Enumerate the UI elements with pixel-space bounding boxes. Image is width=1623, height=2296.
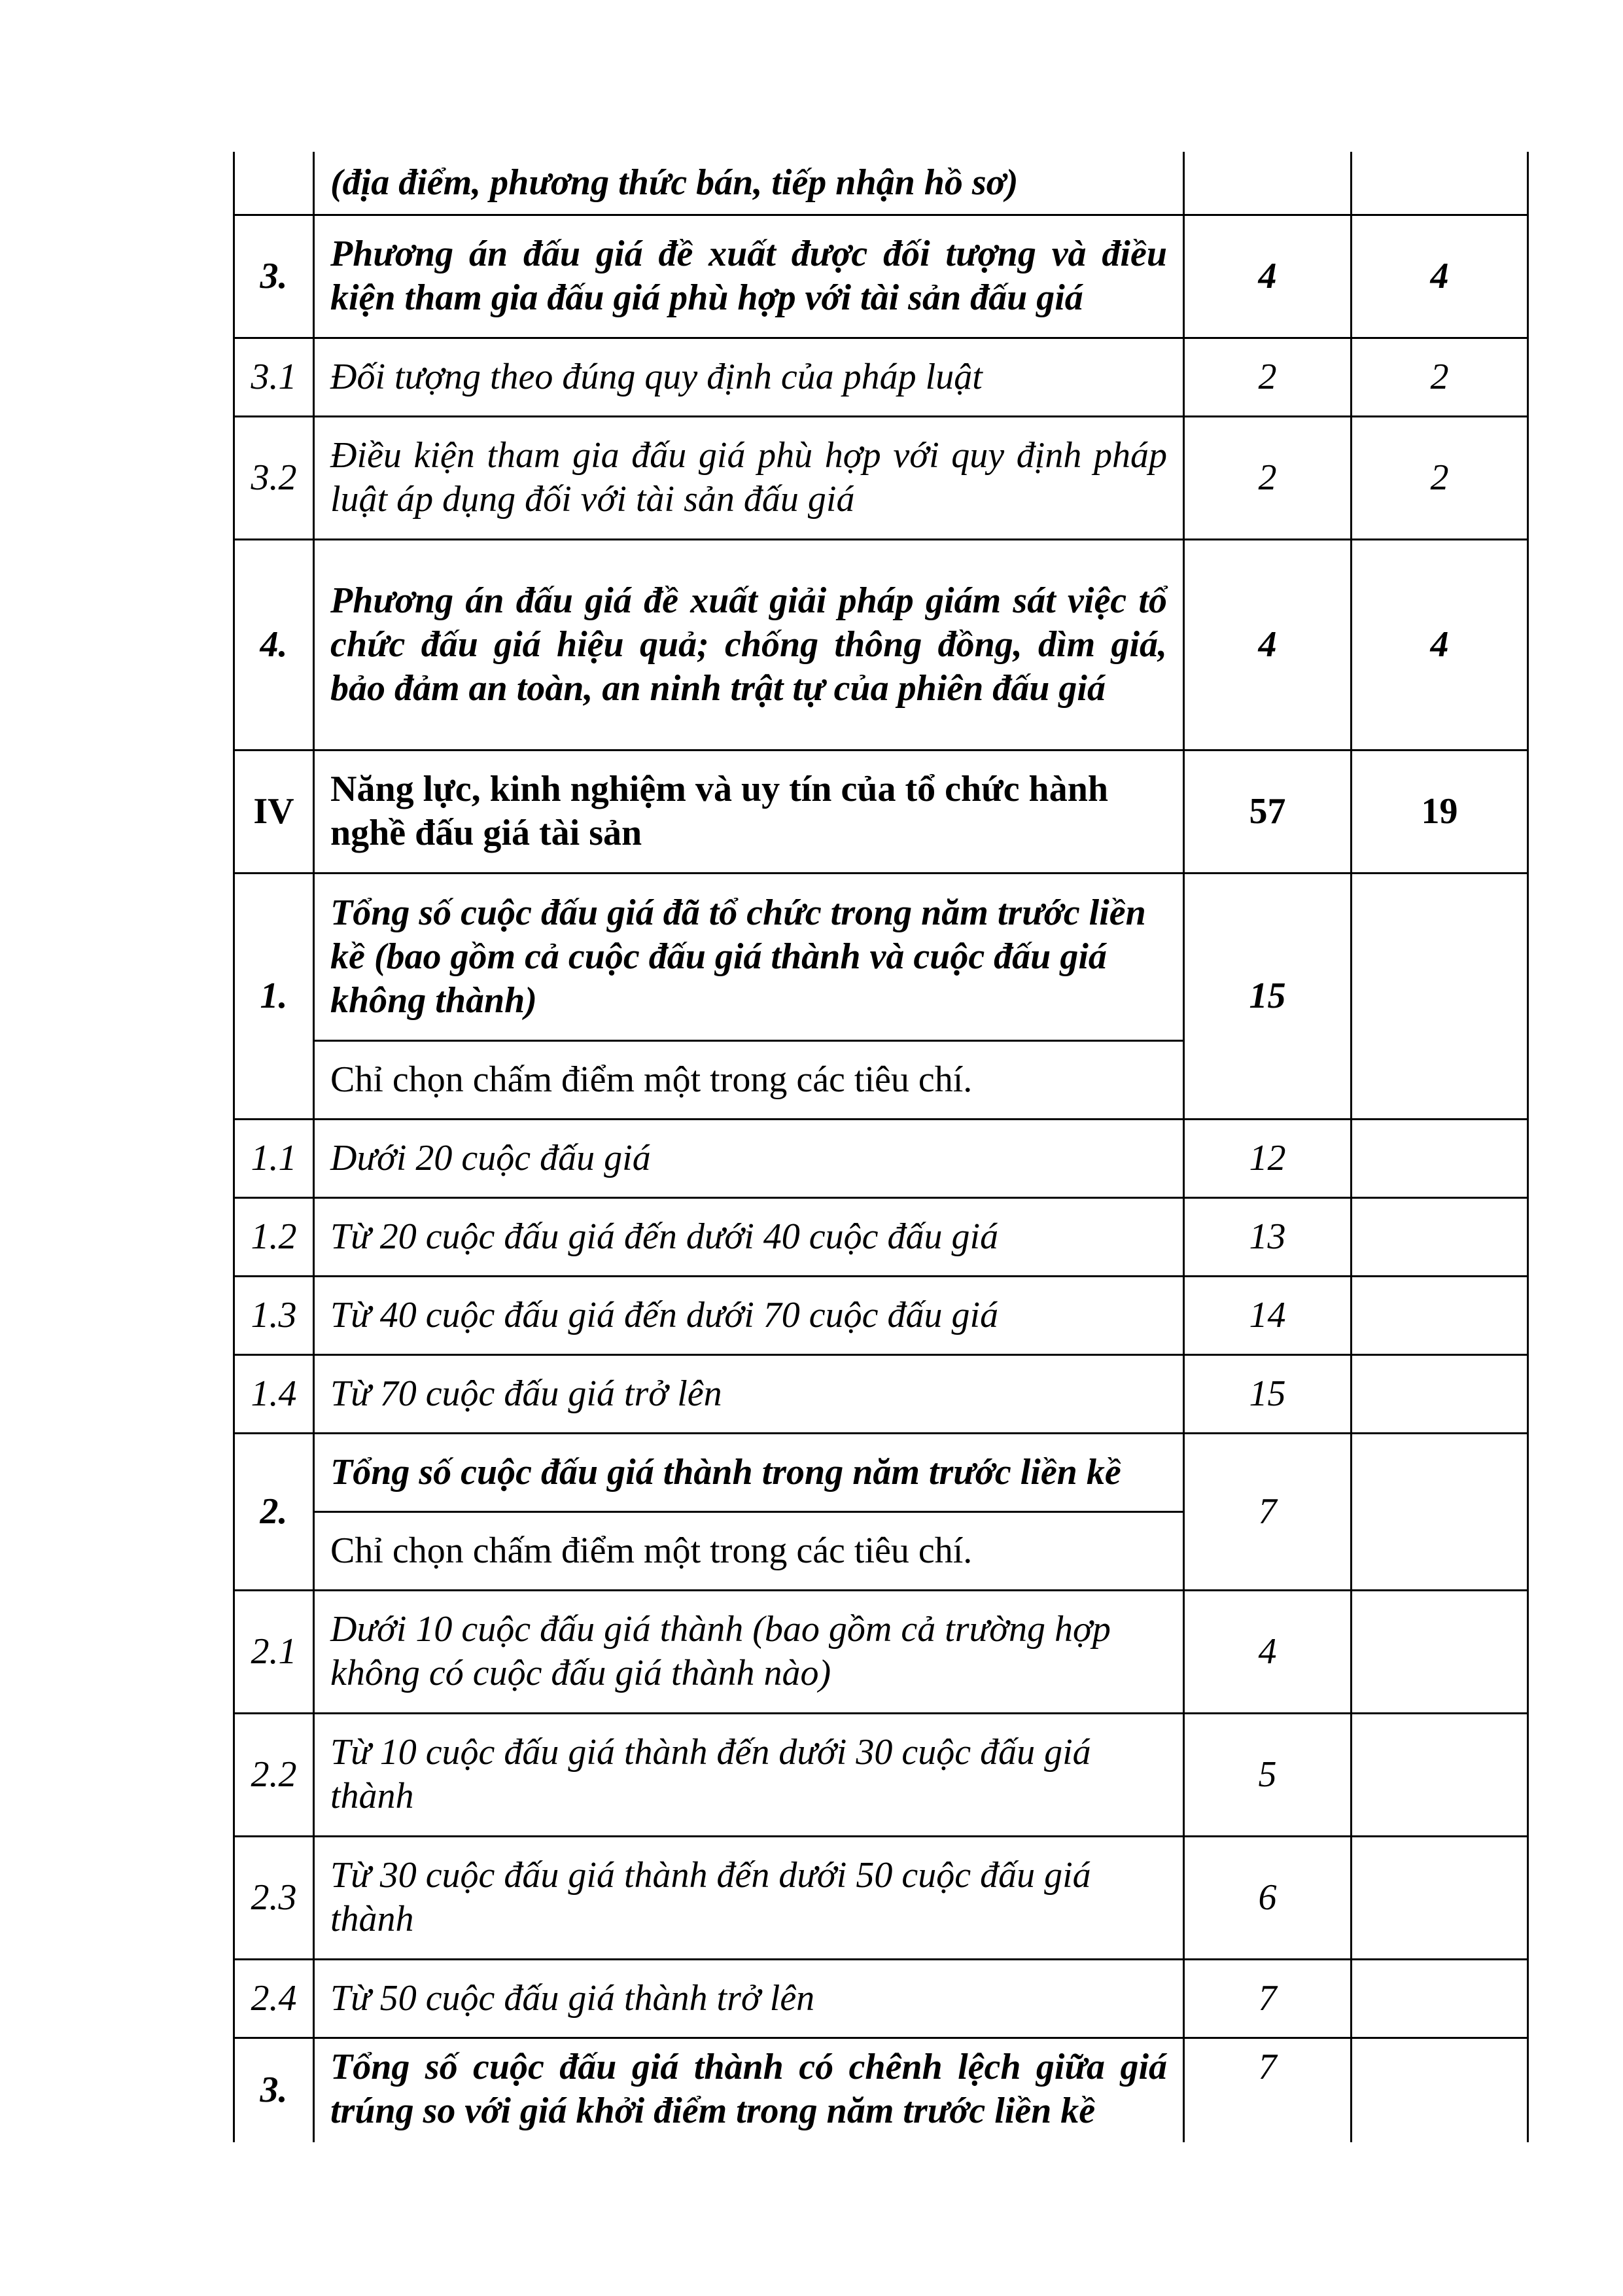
awarded-score: 19 bbox=[1352, 750, 1528, 873]
row-number: 1.2 bbox=[234, 1197, 314, 1276]
criterion-text: Tổng số cuộc đấu giá đã tổ chức trong năm trước liền kề (bao gồm cả cuộc đấu giá thành và cuộc đấu giá không thành) bbox=[314, 873, 1184, 1040]
max-score: 6 bbox=[1184, 1836, 1352, 1959]
criterion-text: Phương án đấu giá đề xuất giải pháp giám sát việc tổ chức đấu giá hiệu quả; chống thông đồng, dìm giá, bảo đảm an toàn, an ninh trật tự của phiên đấu giá bbox=[314, 539, 1184, 750]
row-number: 2.2 bbox=[234, 1713, 314, 1836]
max-score: 14 bbox=[1184, 1276, 1352, 1354]
awarded-score: 2 bbox=[1352, 338, 1528, 416]
row-number: 3.2 bbox=[234, 416, 314, 539]
table-row bbox=[234, 1197, 1528, 1276]
row-number: 3. bbox=[234, 2038, 314, 2142]
table-row bbox=[234, 2038, 1528, 2142]
row-number: 3.1 bbox=[234, 338, 314, 416]
awarded-score: 4 bbox=[1352, 215, 1528, 338]
row-number: 2.4 bbox=[234, 1959, 314, 2038]
max-score: 4 bbox=[1184, 1590, 1352, 1713]
table-row bbox=[234, 1433, 1528, 1511]
row-number: 1.1 bbox=[234, 1119, 314, 1197]
criterion-note: Chỉ chọn chấm điểm một trong các tiêu chí. bbox=[314, 1040, 1184, 1119]
criterion-text: (địa điểm, phương thức bán, tiếp nhận hồ sơ) bbox=[314, 152, 1184, 215]
criterion-text: Điều kiện tham gia đấu giá phù hợp với quy định pháp luật áp dụng đối với tài sản đấu giá bbox=[314, 416, 1184, 539]
awarded-score bbox=[1352, 1590, 1528, 1713]
table-row bbox=[234, 215, 1528, 338]
awarded-score bbox=[1352, 1119, 1528, 1197]
table-row bbox=[234, 1354, 1528, 1433]
max-score: 4 bbox=[1184, 215, 1352, 338]
awarded-score bbox=[1352, 1959, 1528, 2038]
criterion-text: Tổng số cuộc đấu giá thành trong năm trước liền kề bbox=[314, 1433, 1184, 1511]
row-number: 2. bbox=[234, 1433, 314, 1590]
criterion-text: Từ 70 cuộc đấu giá trở lên bbox=[314, 1354, 1184, 1433]
max-score: 2 bbox=[1184, 416, 1352, 539]
awarded-score bbox=[1352, 873, 1528, 1119]
table-row bbox=[234, 750, 1528, 873]
criterion-text: Từ 20 cuộc đấu giá đến dưới 40 cuộc đấu giá bbox=[314, 1197, 1184, 1276]
row-number: 2.3 bbox=[234, 1836, 314, 1959]
criterion-text: Từ 40 cuộc đấu giá đến dưới 70 cuộc đấu giá bbox=[314, 1276, 1184, 1354]
max-score: 4 bbox=[1184, 539, 1352, 750]
awarded-score bbox=[1352, 1836, 1528, 1959]
max-score-cell bbox=[1184, 152, 1352, 215]
max-score: 7 bbox=[1184, 1959, 1352, 2038]
awarded-score: 2 bbox=[1352, 416, 1528, 539]
awarded-score bbox=[1352, 2038, 1528, 2142]
criterion-text: Từ 10 cuộc đấu giá thành đến dưới 30 cuộc đấu giá thành bbox=[314, 1713, 1184, 1836]
criterion-text: Dưới 20 cuộc đấu giá bbox=[314, 1119, 1184, 1197]
row-number: 1.4 bbox=[234, 1354, 314, 1433]
criterion-text: Tổng số cuộc đấu giá thành có chênh lệch giữa giá trúng so với giá khởi điểm trong năm trước liền kề bbox=[314, 2038, 1184, 2142]
max-score: 7 bbox=[1184, 1433, 1352, 1590]
row-number: 4. bbox=[234, 539, 314, 750]
criterion-text: Năng lực, kinh nghiệm và uy tín của tổ chức hành nghề đấu giá tài sản bbox=[314, 750, 1184, 873]
max-score: 15 bbox=[1184, 1354, 1352, 1433]
row-number: IV bbox=[234, 750, 314, 873]
awarded-score bbox=[1352, 1197, 1528, 1276]
table-row bbox=[234, 1276, 1528, 1354]
criterion-text: Dưới 10 cuộc đấu giá thành (bao gồm cả trường hợp không có cuộc đấu giá thành nào) bbox=[314, 1590, 1184, 1713]
criterion-note: Chỉ chọn chấm điểm một trong các tiêu chí. bbox=[314, 1511, 1184, 1590]
row-number-cell bbox=[234, 152, 314, 215]
criterion-text: Đối tượng theo đúng quy định của pháp luật bbox=[314, 338, 1184, 416]
max-score: 15 bbox=[1184, 873, 1352, 1119]
criterion-text: Từ 50 cuộc đấu giá thành trở lên bbox=[314, 1959, 1184, 2038]
max-score: 5 bbox=[1184, 1713, 1352, 1836]
table-row bbox=[234, 152, 1528, 215]
table-row bbox=[234, 1590, 1528, 1713]
max-score: 13 bbox=[1184, 1197, 1352, 1276]
awarded-score bbox=[1352, 1354, 1528, 1433]
table-row bbox=[234, 1713, 1528, 1836]
max-score: 2 bbox=[1184, 338, 1352, 416]
row-number: 1. bbox=[234, 873, 314, 1119]
awarded-score: 4 bbox=[1352, 539, 1528, 750]
row-number: 3. bbox=[234, 215, 314, 338]
max-score: 7 bbox=[1184, 2038, 1352, 2142]
row-number: 2.1 bbox=[234, 1590, 314, 1713]
table-row bbox=[234, 416, 1528, 539]
criterion-text: Phương án đấu giá đề xuất được đối tượng và điều kiện tham gia đấu giá phù hợp với tài sản đấu giá bbox=[314, 215, 1184, 338]
awarded-score bbox=[1352, 1276, 1528, 1354]
max-score: 57 bbox=[1184, 750, 1352, 873]
table-row bbox=[234, 539, 1528, 750]
awarded-score-cell bbox=[1352, 152, 1528, 215]
table-row bbox=[234, 1119, 1528, 1197]
awarded-score bbox=[1352, 1713, 1528, 1836]
table-row bbox=[234, 1959, 1528, 2038]
table-row bbox=[234, 338, 1528, 416]
table-row bbox=[234, 1836, 1528, 1959]
table-row bbox=[234, 873, 1528, 1040]
criterion-text: Từ 30 cuộc đấu giá thành đến dưới 50 cuộc đấu giá thành bbox=[314, 1836, 1184, 1959]
criteria-table bbox=[233, 152, 1529, 2142]
row-number: 1.3 bbox=[234, 1276, 314, 1354]
max-score: 12 bbox=[1184, 1119, 1352, 1197]
awarded-score bbox=[1352, 1433, 1528, 1590]
